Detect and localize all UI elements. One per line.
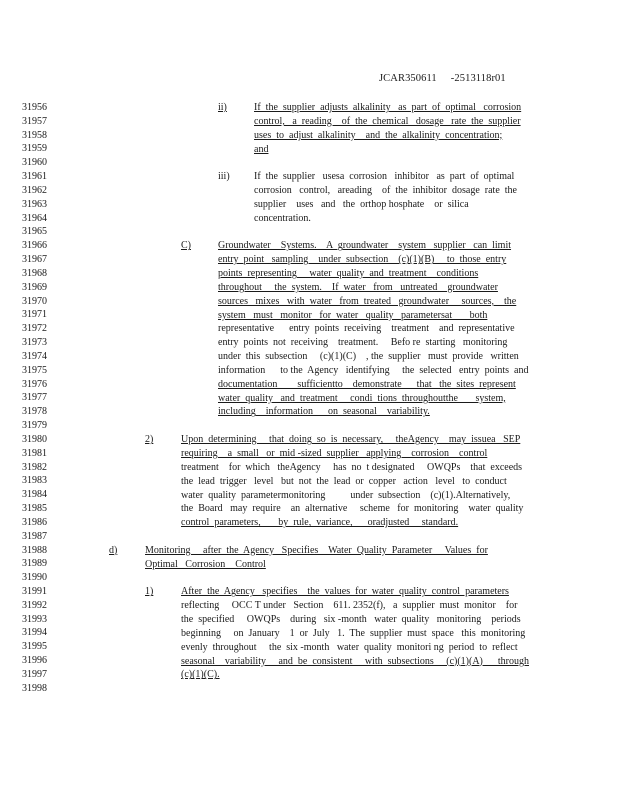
line-number: 31968 bbox=[22, 267, 47, 279]
text-line: evenly throughout the six -month water quality monitori ng period to reflect bbox=[181, 641, 518, 653]
line-number: 31990 bbox=[22, 572, 47, 584]
page-header bbox=[379, 73, 506, 84]
line-number: 31962 bbox=[22, 184, 47, 196]
line-number: 31960 bbox=[22, 157, 47, 169]
text-line: (c)(1)(C). bbox=[181, 669, 220, 681]
line-number: 31969 bbox=[22, 281, 47, 293]
line-number: 31964 bbox=[22, 212, 47, 224]
text-line: control, a reading of the chemical dosage rate the supplier bbox=[254, 115, 521, 127]
text-line: seasonal variability and be consistent with subsections (c)(1)(A) through bbox=[181, 655, 529, 667]
text-line: If the supplier adjusts alkalinity as part of optimal corrosion bbox=[254, 102, 522, 113]
line-number: 31966 bbox=[22, 240, 47, 252]
line-number: 31981 bbox=[22, 447, 47, 459]
text-line: If the supplier usesa corrosion inhibitor as part of optimal bbox=[254, 171, 515, 183]
line-number: 31989 bbox=[22, 558, 47, 570]
line-number: 31970 bbox=[22, 295, 47, 307]
line-number: 31983 bbox=[22, 475, 47, 487]
text-line: information to the Agency identifying the selected entry points and bbox=[218, 364, 529, 376]
item-label-iii: iii) bbox=[218, 171, 230, 183]
document-version: -2513118r01 bbox=[450, 73, 506, 84]
text-line: throughout the system. If water from untreated groundwater bbox=[218, 281, 498, 293]
line-number: 31994 bbox=[22, 627, 47, 639]
line-number: 31992 bbox=[22, 599, 47, 611]
line-number: 31973 bbox=[22, 337, 47, 349]
text-line: treatment for which theAgency has no t designated OWQPs that exceeds bbox=[181, 461, 523, 473]
text-line: system must monitor for water quality parametersat both bbox=[218, 309, 488, 321]
text-line: water quality parametermonitoring under subsection (c)(1).Alternatively, bbox=[181, 489, 511, 501]
line-number: 31971 bbox=[22, 309, 47, 321]
text-line: the Board may require an alternative scheme for monitoring water quality bbox=[181, 503, 524, 515]
text-line: requiring a small or mid -sized supplier applying corrosion control bbox=[181, 448, 488, 459]
text-line: uses to adjust alkalinity and the alkalinity concentration; bbox=[254, 129, 503, 141]
item-label-ii: ii) bbox=[218, 102, 227, 113]
line-number: 31965 bbox=[22, 226, 47, 238]
line-number: 31967 bbox=[22, 254, 47, 266]
item-label-c: C) bbox=[181, 240, 191, 252]
text-line: entry points not receiving treatment. Befo re starting monitoring bbox=[218, 337, 508, 349]
line-number: 31997 bbox=[22, 668, 47, 680]
line-number: 31958 bbox=[22, 129, 47, 141]
text-line: sources mixes with water from treated groundwater sources, the bbox=[218, 295, 517, 307]
text-line: reflecting OCC T under Section 611. 2352(f), a supplier must monitor for bbox=[181, 600, 518, 612]
document-id: JCAR350611 bbox=[379, 73, 437, 84]
line-number: 31984 bbox=[22, 489, 47, 501]
text-line: documentation sufficientto demonstrate that the sites represent bbox=[218, 378, 516, 390]
text-line: points representing water quality and treatment conditions bbox=[218, 268, 479, 280]
line-number: 31991 bbox=[22, 585, 47, 597]
line-number-column bbox=[22, 101, 47, 696]
line-number: 31961 bbox=[22, 171, 47, 183]
line-number: 31998 bbox=[22, 682, 47, 694]
line-number: 31959 bbox=[22, 143, 47, 155]
line-number: 31974 bbox=[22, 350, 47, 362]
line-number: 31988 bbox=[22, 544, 47, 556]
line-number: 31985 bbox=[22, 503, 47, 515]
text-line: under this subsection (c)(1)(C) , the supplier must provide written bbox=[218, 351, 519, 363]
text-line: Groundwater Systems. A groundwater system supplier can limit bbox=[218, 240, 512, 252]
line-number: 31957 bbox=[22, 115, 47, 127]
text-line: After the Agency specifies the values for water quality control parameters bbox=[181, 586, 509, 598]
line-number: 31979 bbox=[22, 420, 47, 432]
text-line: control parameters, by rule, variance, oradjusted standard. bbox=[181, 517, 459, 529]
text-line: concentration. bbox=[254, 212, 311, 224]
text-line: Monitoring after the Agency Specifies Water Quality Parameter Values for bbox=[145, 544, 488, 556]
line-number: 31996 bbox=[22, 655, 47, 667]
item-label-2: 2) bbox=[145, 434, 154, 446]
line-number: 31977 bbox=[22, 392, 47, 404]
line-number: 31995 bbox=[22, 641, 47, 653]
item-label-1: 1) bbox=[145, 586, 154, 598]
line-number: 31986 bbox=[22, 516, 47, 528]
line-number: 31963 bbox=[22, 198, 47, 210]
line-number: 31982 bbox=[22, 461, 47, 473]
line-number: 31972 bbox=[22, 323, 47, 335]
line-number: 31987 bbox=[22, 530, 47, 542]
text-line: supplier uses and the orthop hosphate or silica bbox=[254, 198, 469, 210]
line-number: 31978 bbox=[22, 406, 47, 418]
text-line: and bbox=[254, 143, 269, 155]
text-line: including information on seasonal variability. bbox=[218, 406, 430, 418]
text-line: water quality and treatment condi tions throughoutthe system, bbox=[218, 392, 506, 404]
text-line: representative entry points receiving treatment and representative bbox=[218, 323, 515, 335]
text-line: entry point sampling under subsection (c)(1)(B) to those entry bbox=[218, 254, 507, 266]
line-number: 31975 bbox=[22, 364, 47, 376]
line-number: 31980 bbox=[22, 433, 47, 445]
text-line: beginning on January 1 or July 1. The supplier must space this monitoring bbox=[181, 627, 526, 639]
text-line: the specified OWQPs during six -month water quality monitoring periods bbox=[181, 614, 521, 626]
text-line: Optimal Corrosion Control bbox=[145, 558, 266, 570]
line-number: 31956 bbox=[22, 102, 47, 113]
line-number: 31993 bbox=[22, 613, 47, 625]
text-line: the lead trigger level but not the lead or copper action level to conduct bbox=[181, 475, 507, 487]
text-line: Upon determining that doing so is necessary, theAgency may issuea SEP bbox=[181, 434, 521, 446]
item-label-d: d) bbox=[109, 544, 118, 556]
line-number: 31976 bbox=[22, 378, 47, 390]
text-line: corrosion control, areading of the inhibitor dosage rate the bbox=[254, 185, 517, 197]
